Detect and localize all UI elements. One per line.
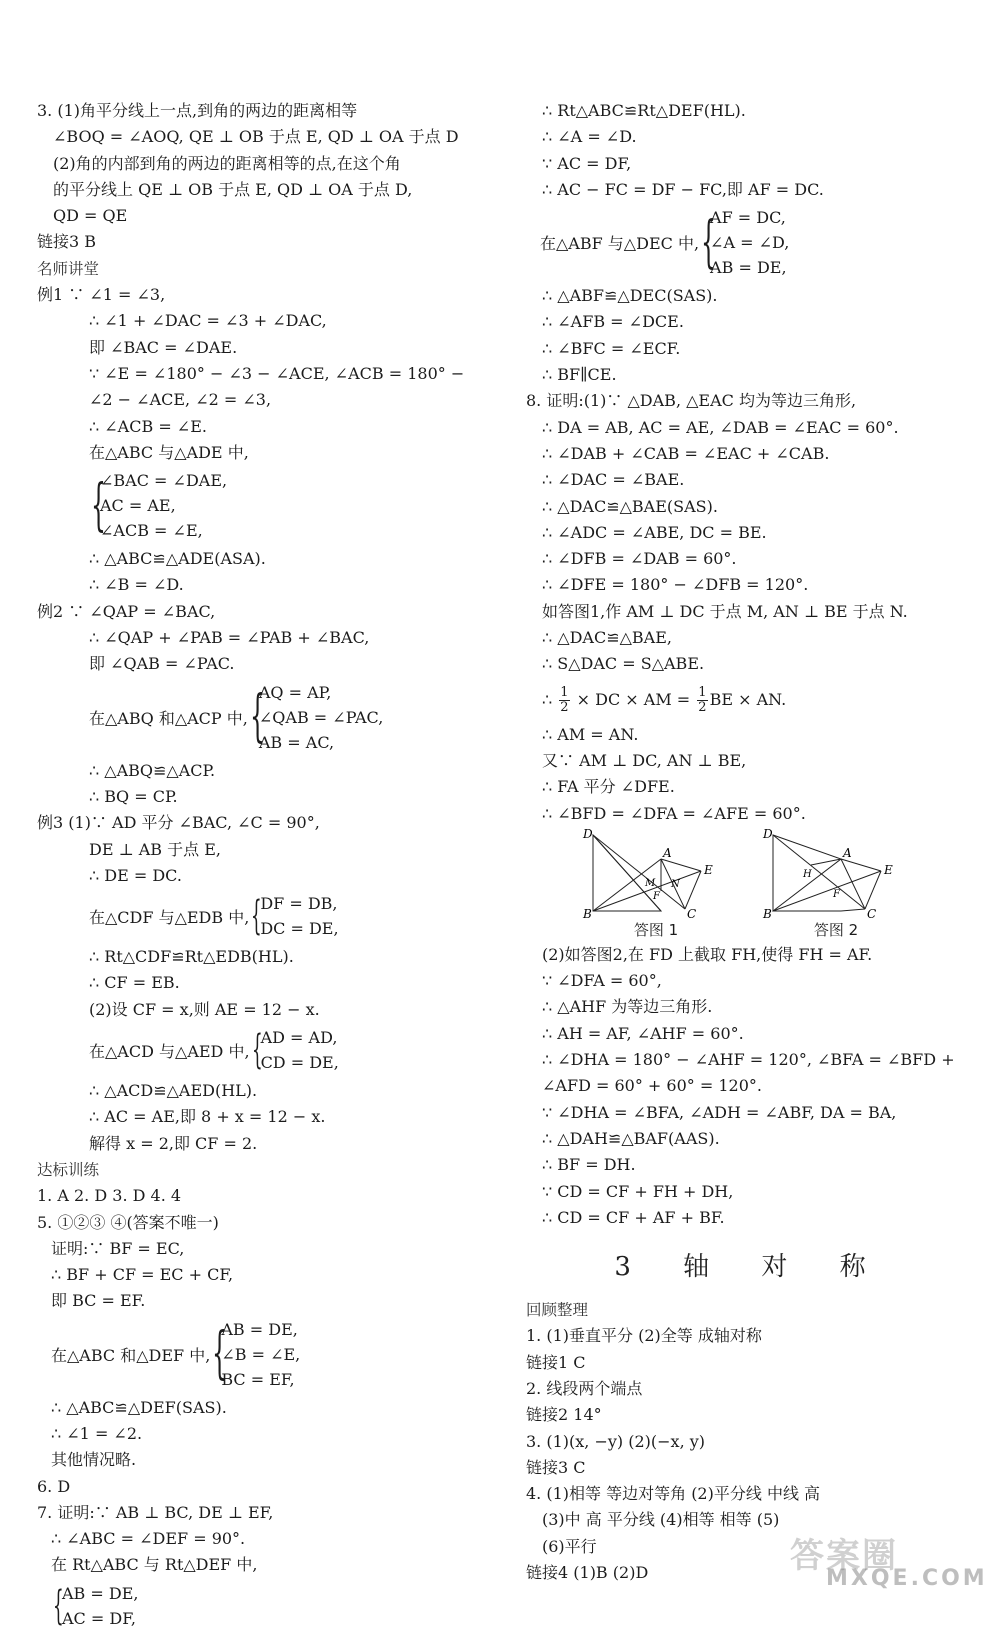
system-item: AB = AC, (258, 732, 335, 752)
ex1-equation-system (37, 468, 507, 543)
q8-part2-line: ∵ ∠DHA = ∠BFA, ∠ADH = ∠ABF, DA = BA, (542, 1102, 897, 1122)
label-E: E (704, 862, 713, 877)
figure-1 (581, 829, 731, 940)
ex3-equation-system-2 (37, 1025, 507, 1075)
q7-equation-system (37, 1581, 507, 1631)
ex1-line: 例1 ∵ ∠1 = ∠3, (37, 285, 166, 305)
q5-line: ∴ ∠1 = ∠2. (51, 1423, 143, 1443)
system-item: ∠B = ∠E, (221, 1344, 301, 1364)
q8-line: 8. 证明:(1)∵ △DAB, △EAC 均为等边三角形, (526, 391, 857, 411)
q8-line: ∴ ∠DAB + ∠CAB = ∠EAC + ∠CAB. (542, 443, 830, 463)
system-item: ∠QAB = ∠PAC, (258, 707, 384, 727)
fraction-end: BE × AN. (709, 689, 787, 709)
q8-part2-line: ∠AFD = 60° + 60° = 120°. (542, 1076, 762, 1096)
q8-part2-line: ∵ CD = CF + FH + DH, (542, 1181, 734, 1201)
ex3-equation-system-1 (37, 891, 507, 941)
figure-2-diagram (761, 829, 911, 921)
system-item: AQ = AP, (258, 682, 332, 702)
answers-1-4: 1. A 2. D 3. D 4. 4 (37, 1186, 182, 1206)
q7-cont-line: ∴ ∠BFC = ∠ECF. (542, 338, 681, 358)
review-line: 链接4 (1)B (2)D (526, 1563, 649, 1583)
q8-part2-line: ∴ △DAH≌△BAF(AAS). (542, 1128, 720, 1148)
section-heading-training: 达标训练 (37, 1160, 100, 1179)
fraction-denominator: 2 (698, 699, 707, 715)
figures-row (566, 829, 926, 940)
system-item: DF = DB, (260, 894, 338, 914)
q5-line: 其他情况略. (51, 1450, 137, 1470)
q3-line4: 的平分线上 QE ⊥ OB 于点 E, QD ⊥ OA 于点 D, (53, 179, 413, 199)
q7-cont-line: ∴ AC − FC = DF − FC,即 AF = DC. (542, 179, 824, 199)
review-line: 链接2 14° (526, 1405, 602, 1425)
system-item: AC = AE, (100, 496, 176, 516)
label-A: A (843, 845, 852, 860)
ex1-line: ∵ ∠E = ∠180° − ∠3 − ∠ACE, ∠ACB = 180° − (89, 363, 465, 383)
q7-equation-system-2 (526, 205, 976, 280)
ex1-line: ∠2 − ∠ACE, ∠2 = ∠3, (89, 390, 272, 410)
system-label: 在△ABQ 和△ACP 中, (89, 708, 248, 728)
q8-part2-line: ∴ BF = DH. (542, 1155, 636, 1175)
q3-line2: ∠BOQ = ∠AOQ, QE ⊥ OB 于点 E, QD ⊥ OA 于点 D (53, 127, 459, 147)
fraction-denominator: 2 (560, 699, 569, 715)
system-item: AB = DE, (710, 258, 787, 278)
q5-equation-system (37, 1317, 507, 1392)
review-line: 3. (1)(x, −y) (2)(−x, y) (526, 1431, 706, 1451)
q6-answer: 6. D (37, 1476, 71, 1496)
q8-line: 如答图1,作 AM ⊥ DC 于点 M, AN ⊥ BE 于点 N. (542, 601, 908, 621)
figure-1-diagram (581, 829, 731, 921)
q8-line: ∴ DA = AB, AC = AE, ∠DAB = ∠EAC = 60°. (542, 417, 899, 437)
label-C: C (687, 906, 697, 921)
fraction-middle: × DC × AM = (571, 689, 696, 709)
review-line: 1. (1)垂直平分 (2)全等 成轴对称 (526, 1326, 762, 1346)
label-H: H (803, 868, 812, 880)
review-line: 链接3 C (526, 1457, 586, 1477)
brace-symbol: { (249, 684, 265, 750)
system-label: 在△ABC 和△DEF 中, (51, 1345, 211, 1365)
ex1-line: ∴ ∠ACB = ∠E. (89, 416, 207, 436)
ex2-line: 即 ∠QAB = ∠PAC. (89, 654, 235, 674)
ex2-line: 例2 ∵ ∠QAP = ∠BAC, (37, 601, 216, 621)
label-A: A (663, 845, 672, 860)
q7-cont-line: ∴ Rt△ABC≌Rt△DEF(HL). (542, 101, 746, 120)
watermark-site: MXQE.COM (826, 1566, 988, 1591)
label-B: B (583, 906, 592, 921)
system-label: 在△CDF 与△EDB 中, (89, 907, 250, 927)
q7-cont-line: ∴ ∠A = ∠D. (542, 127, 637, 147)
section-heading-teacher: 名师讲堂 (37, 259, 100, 278)
ex2-line: ∴ BQ = CP. (89, 786, 178, 806)
ex3-line: (2)设 CF = x,则 AE = 12 − x. (89, 999, 320, 1019)
q7-line: ∴ ∠ABC = ∠DEF = 90°. (51, 1529, 246, 1549)
q7-line: 在 Rt△ABC 与 Rt△DEF 中, (51, 1555, 258, 1575)
q7-cont-line: ∴ △ABF≌△DEC(SAS). (542, 286, 718, 306)
right-column (526, 98, 976, 1586)
review-line: 4. (1)相等 等边对等角 (2)平分线 中线 高 (526, 1484, 821, 1504)
q3-line5: QD = QE (53, 206, 128, 226)
link3-answer: 链接3 B (37, 232, 97, 252)
left-column (37, 98, 507, 1634)
q8-line: ∴ ∠BFD = ∠DFA = ∠AFE = 60°. (542, 803, 806, 823)
q7-cont-line: ∵ AC = DF, (542, 153, 632, 173)
q8-line: 又∵ AM ⊥ DC, AN ⊥ BE, (542, 750, 747, 770)
ex3-line: ∴ AC = AE,即 8 + x = 12 − x. (89, 1107, 326, 1127)
q8-line: ∴ △DAC≌△BAE(SAS). (542, 496, 718, 516)
ex1-line: ∴ ∠1 + ∠DAC = ∠3 + ∠DAC, (89, 311, 327, 331)
q5-line: ∴ △ABC≌△DEF(SAS). (51, 1397, 227, 1417)
label-F: F (833, 888, 840, 900)
ex2-line: ∴ ∠QAP + ∠PAB = ∠PAB + ∠BAC, (89, 628, 370, 648)
q8-part2-line: ∵ ∠DFA = 60°, (542, 971, 662, 991)
q5-answer: 5. ①②③ ④(答案不唯一) (37, 1212, 219, 1232)
brace-symbol: { (212, 1321, 228, 1387)
review-line: 2. 线段两个端点 (526, 1378, 643, 1398)
ex3-line: 例3 (1)∵ AD 平分 ∠BAC, ∠C = 90°, (37, 813, 320, 833)
q8-part2-line: (2)如答图2,在 FD 上截取 FH,使得 FH = AF. (542, 944, 873, 964)
system-item: AF = DC, (710, 208, 786, 228)
label-C: C (867, 906, 877, 921)
label-F: F (653, 890, 660, 902)
ex1-line: ∴ △ABC≌△ADE(ASA). (89, 549, 266, 569)
q8-line: ∴ FA 平分 ∠DFE. (542, 777, 675, 797)
ex2-equation-system (37, 680, 507, 755)
system-item: AB = DE, (62, 1583, 139, 1603)
brace-symbol: { (251, 893, 263, 940)
q8-fraction-line (526, 678, 976, 722)
q8-part2-line: ∴ AH = AF, ∠AHF = 60°. (542, 1023, 744, 1043)
review-line: (3)中 高 平分线 (4)相等 相等 (5) (542, 1510, 780, 1530)
brace-symbol: { (91, 472, 107, 538)
system-item: ∠BAC = ∠DAE, (100, 471, 228, 491)
system-label: 在△ABF 与△DEC 中, (540, 234, 700, 254)
q5-line: 即 BC = EF. (51, 1291, 146, 1311)
system-item: ∠ACB = ∠E, (100, 521, 203, 541)
figure-2-caption: 答图 2 (813, 920, 859, 939)
label-B: B (763, 906, 772, 921)
section-heading-review: 回顾整理 (526, 1301, 589, 1320)
brace-symbol: { (701, 209, 717, 275)
ex1-line: 即 ∠BAC = ∠DAE. (89, 337, 238, 357)
label-D: D (763, 828, 773, 841)
ex1-line: 在△ABC 与△ADE 中, (89, 442, 249, 462)
q8-line: ∴ ∠DFB = ∠DAB = 60°. (542, 549, 737, 569)
ex3-line: ∴ Rt△CDF≌Rt△EDB(HL). (89, 947, 294, 967)
label-M: M (645, 877, 656, 889)
system-item: AD = AD, (260, 1028, 338, 1048)
q5-line: ∴ BF + CF = EC + CF, (51, 1265, 234, 1285)
system-item: AB = DE, (221, 1319, 298, 1339)
review-line: (6)平行 (542, 1536, 597, 1556)
fraction-prefix: ∴ (542, 689, 558, 709)
label-E: E (884, 862, 893, 877)
fraction (559, 686, 569, 715)
q3-line3: (2)角的内部到角的两边的距离相等的点,在这个角 (53, 153, 401, 173)
ex3-line: ∴ △ACD≌△AED(HL). (89, 1081, 258, 1101)
brace-symbol: { (251, 1027, 263, 1074)
q8-line: ∴ AM = AN. (542, 724, 639, 744)
review-line: 链接1 C (526, 1352, 586, 1372)
ex1-line: ∴ ∠B = ∠D. (89, 575, 184, 595)
section-title: 3 轴 对 称 (614, 1252, 888, 1283)
figure-1-caption: 答图 1 (633, 920, 679, 939)
watermark-logo: 答案圈 (790, 1536, 898, 1576)
ex2-line: ∴ △ABQ≌△ACP. (89, 760, 216, 780)
ex3-line: 解得 x = 2,即 CF = 2. (89, 1133, 258, 1153)
system-item: BC = EF, (221, 1369, 295, 1389)
q8-part2-line: ∴ CD = CF + AF + BF. (542, 1207, 725, 1227)
system-item: DC = DE, (260, 919, 339, 939)
q8-line: ∴ ∠DAC = ∠BAE. (542, 470, 685, 490)
ex3-line: ∴ CF = EB. (89, 973, 180, 993)
q7-cont-line: ∴ BF∥CE. (542, 365, 617, 385)
system-item: ∠A = ∠D, (710, 233, 790, 253)
q8-part2-line: ∴ ∠DHA = 180° − ∠AHF = 120°, ∠BFA = ∠BFD + (542, 1050, 955, 1070)
q3-line1: 3. (1)角平分线上一点,到角的两边的距离相等 (37, 101, 358, 120)
q7-line: 7. 证明:∵ AB ⊥ BC, DE ⊥ EF, (37, 1502, 274, 1522)
system-item: CD = DE, (260, 1053, 339, 1073)
system-label: 在△ACD 与△AED 中, (89, 1041, 250, 1061)
q8-line: ∴ ∠ADC = ∠ABE, DC = BE. (542, 522, 767, 542)
label-D: D (583, 828, 593, 841)
q8-line: ∴ △DAC≌△BAE, (542, 628, 672, 648)
system-item: AC = DF, (62, 1608, 136, 1628)
q7-cont-line: ∴ ∠AFB = ∠DCE. (542, 312, 684, 332)
q8-line: ∴ ∠DFE = 180° − ∠DFB = 120°. (542, 575, 809, 595)
figure-2 (761, 829, 911, 940)
ex3-line: DE ⊥ AB 于点 E, (89, 839, 221, 859)
q8-line: ∴ S△DAC = S△ABE. (542, 654, 705, 674)
label-N: N (671, 878, 680, 890)
fraction-numerator: 1 (560, 684, 569, 700)
watermark (790, 1528, 990, 1594)
ex3-line: ∴ DE = DC. (89, 865, 182, 885)
q5-line: 证明:∵ BF = EC, (51, 1238, 185, 1258)
fraction (697, 686, 707, 715)
q8-part2-line: ∴ △AHF 为等边三角形. (542, 997, 713, 1017)
brace-symbol: { (53, 1582, 64, 1629)
fraction-numerator: 1 (698, 684, 707, 700)
